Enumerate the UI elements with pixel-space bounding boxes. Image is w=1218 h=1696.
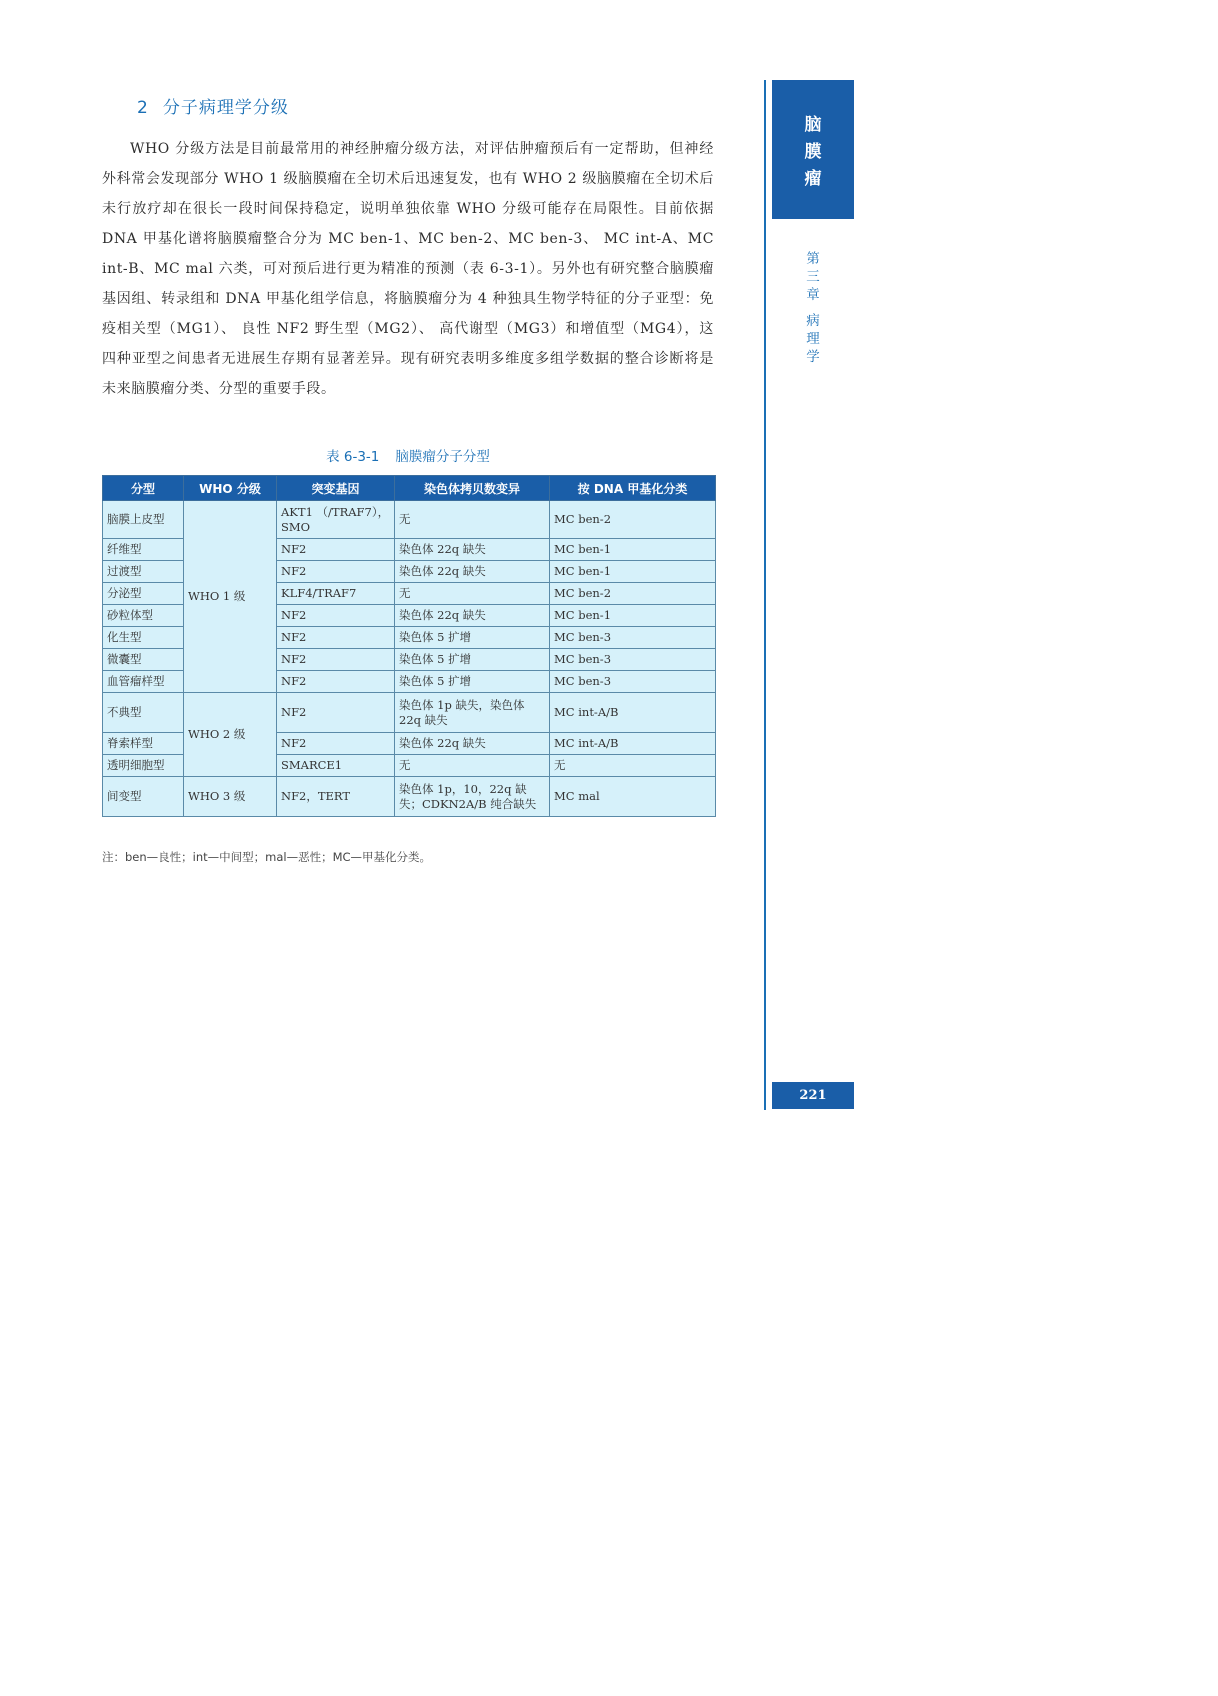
cell-gene: NF2 <box>277 627 395 649</box>
cell-gene: NF2，TERT <box>277 777 395 817</box>
cell-gene: NF2 <box>277 693 395 733</box>
body-text <box>102 134 714 404</box>
table-title: 脑膜瘤分子分型 <box>395 449 490 465</box>
cell-type: 不典型 <box>103 693 184 733</box>
cell-gene: KLF4/TRAF7 <box>277 583 395 605</box>
cell-cnv: 染色体 22q 缺失 <box>395 733 550 755</box>
margin-divider-line <box>764 80 766 1110</box>
cell-type: 化生型 <box>103 627 184 649</box>
cell-cnv: 染色体 22q 缺失 <box>395 561 550 583</box>
tab-char: 脑 <box>804 115 822 135</box>
header-cnv: 染色体拷贝数变异 <box>395 476 550 501</box>
cell-cnv: 无 <box>395 583 550 605</box>
cell-gene: NF2 <box>277 671 395 693</box>
cell-cnv: 染色体 5 扩增 <box>395 627 550 649</box>
chapter-label <box>772 250 854 304</box>
cell-cnv: 染色体 1p 缺失，染色体 22q 缺失 <box>395 693 550 733</box>
meningioma-molecular-table <box>102 475 716 817</box>
chapter-tab <box>772 80 854 219</box>
subject-char: 理 <box>806 331 820 347</box>
table-number: 表 6-3-1 <box>326 449 380 465</box>
cell-type: 血管瘤样型 <box>103 671 184 693</box>
cell-type: 透明细胞型 <box>103 755 184 777</box>
section-title: 分子病理学分级 <box>162 98 289 118</box>
cell-methylation: 无 <box>550 755 716 777</box>
subject-char: 学 <box>806 349 820 365</box>
cell-type: 脑膜上皮型 <box>103 501 184 539</box>
cell-methylation: MC ben-1 <box>550 539 716 561</box>
chapter-char: 章 <box>806 287 820 303</box>
cell-gene: NF2 <box>277 561 395 583</box>
header-who-grade: WHO 分级 <box>184 476 277 501</box>
header-mutated-gene: 突变基因 <box>277 476 395 501</box>
table-caption <box>102 445 714 465</box>
cell-grade: WHO 1 级 <box>184 501 277 693</box>
cell-cnv: 染色体 22q 缺失 <box>395 605 550 627</box>
cell-methylation: MC ben-3 <box>550 671 716 693</box>
cell-type: 砂粒体型 <box>103 605 184 627</box>
chapter-char: 三 <box>806 269 820 285</box>
chapter-char: 第 <box>806 251 820 267</box>
cell-methylation: MC ben-3 <box>550 649 716 671</box>
cell-methylation: MC ben-1 <box>550 561 716 583</box>
header-type: 分型 <box>103 476 184 501</box>
cell-methylation: MC ben-2 <box>550 583 716 605</box>
header-methylation: 按 DNA 甲基化分类 <box>550 476 716 501</box>
table-row <box>103 501 716 539</box>
cell-type: 纤维型 <box>103 539 184 561</box>
cell-methylation: MC int-A/B <box>550 693 716 733</box>
cell-methylation: MC ben-1 <box>550 605 716 627</box>
section-heading <box>137 93 289 118</box>
cell-cnv: 无 <box>395 755 550 777</box>
table-row <box>103 693 716 733</box>
cell-cnv: 无 <box>395 501 550 539</box>
tab-char: 瘤 <box>804 169 822 189</box>
cell-gene: NF2 <box>277 539 395 561</box>
page-number: 221 <box>772 1082 854 1109</box>
cell-gene: NF2 <box>277 605 395 627</box>
cell-cnv: 染色体 1p，10，22q 缺失；CDKN2A/B 纯合缺失 <box>395 777 550 817</box>
tab-char: 膜 <box>804 142 822 162</box>
cell-gene: NF2 <box>277 733 395 755</box>
cell-type: 过渡型 <box>103 561 184 583</box>
cell-methylation: MC int-A/B <box>550 733 716 755</box>
table-row <box>103 777 716 817</box>
cell-cnv: 染色体 22q 缺失 <box>395 539 550 561</box>
table-header-row <box>103 476 716 501</box>
cell-gene: AKT1 （/TRAF7），SMO <box>277 501 395 539</box>
section-number: 2 <box>137 98 149 118</box>
cell-type: 分泌型 <box>103 583 184 605</box>
subject-label <box>772 312 854 366</box>
cell-type: 微囊型 <box>103 649 184 671</box>
cell-grade: WHO 2 级 <box>184 693 277 777</box>
cell-type: 脊索样型 <box>103 733 184 755</box>
paragraph: WHO 分级方法是目前最常用的神经肿瘤分级方法，对评估肿瘤预后有一定帮助，但神经外科常会发现部分 WHO 1 级脑膜瘤在全切术后迅速复发，也有 WHO 2 级脑膜瘤在全切术后未行放疗却在很长一段时间保持稳定，说明单独依靠 WHO 分级可能存在局限性。目前依据 DNA 甲基化谱将脑膜瘤整合分为 MC ben-1、MC ben-2、MC ben-3、 MC int-A、MC int-B、MC mal 六类，可对预后进行更为精准的预测（表 6-3-1）。另外也有研究整合脑膜瘤基因组、转录组和 DNA 甲基化组学信息，将脑膜瘤分为 4 种独具生物学特征的分子亚型：免疫相关型（MG1）、 良性 NF2 野生型（MG2）、 高代谢型（MG3）和增值型（MG4），这四种亚型之间患者无进展生存期有显著差异。现有研究表明多维度多组学数据的整合诊断将是未来脑膜瘤分类、分型的重要手段。 <box>102 141 714 397</box>
table-note: 注：ben—良性；int—中间型；mal—恶性；MC—甲基化分类。 <box>102 850 432 864</box>
cell-gene: SMARCE1 <box>277 755 395 777</box>
cell-grade: WHO 3 级 <box>184 777 277 817</box>
cell-cnv: 染色体 5 扩增 <box>395 671 550 693</box>
subject-char: 病 <box>806 313 820 329</box>
cell-gene: NF2 <box>277 649 395 671</box>
cell-methylation: MC ben-3 <box>550 627 716 649</box>
cell-type: 间变型 <box>103 777 184 817</box>
cell-methylation: MC ben-2 <box>550 501 716 539</box>
cell-cnv: 染色体 5 扩增 <box>395 649 550 671</box>
cell-methylation: MC mal <box>550 777 716 817</box>
